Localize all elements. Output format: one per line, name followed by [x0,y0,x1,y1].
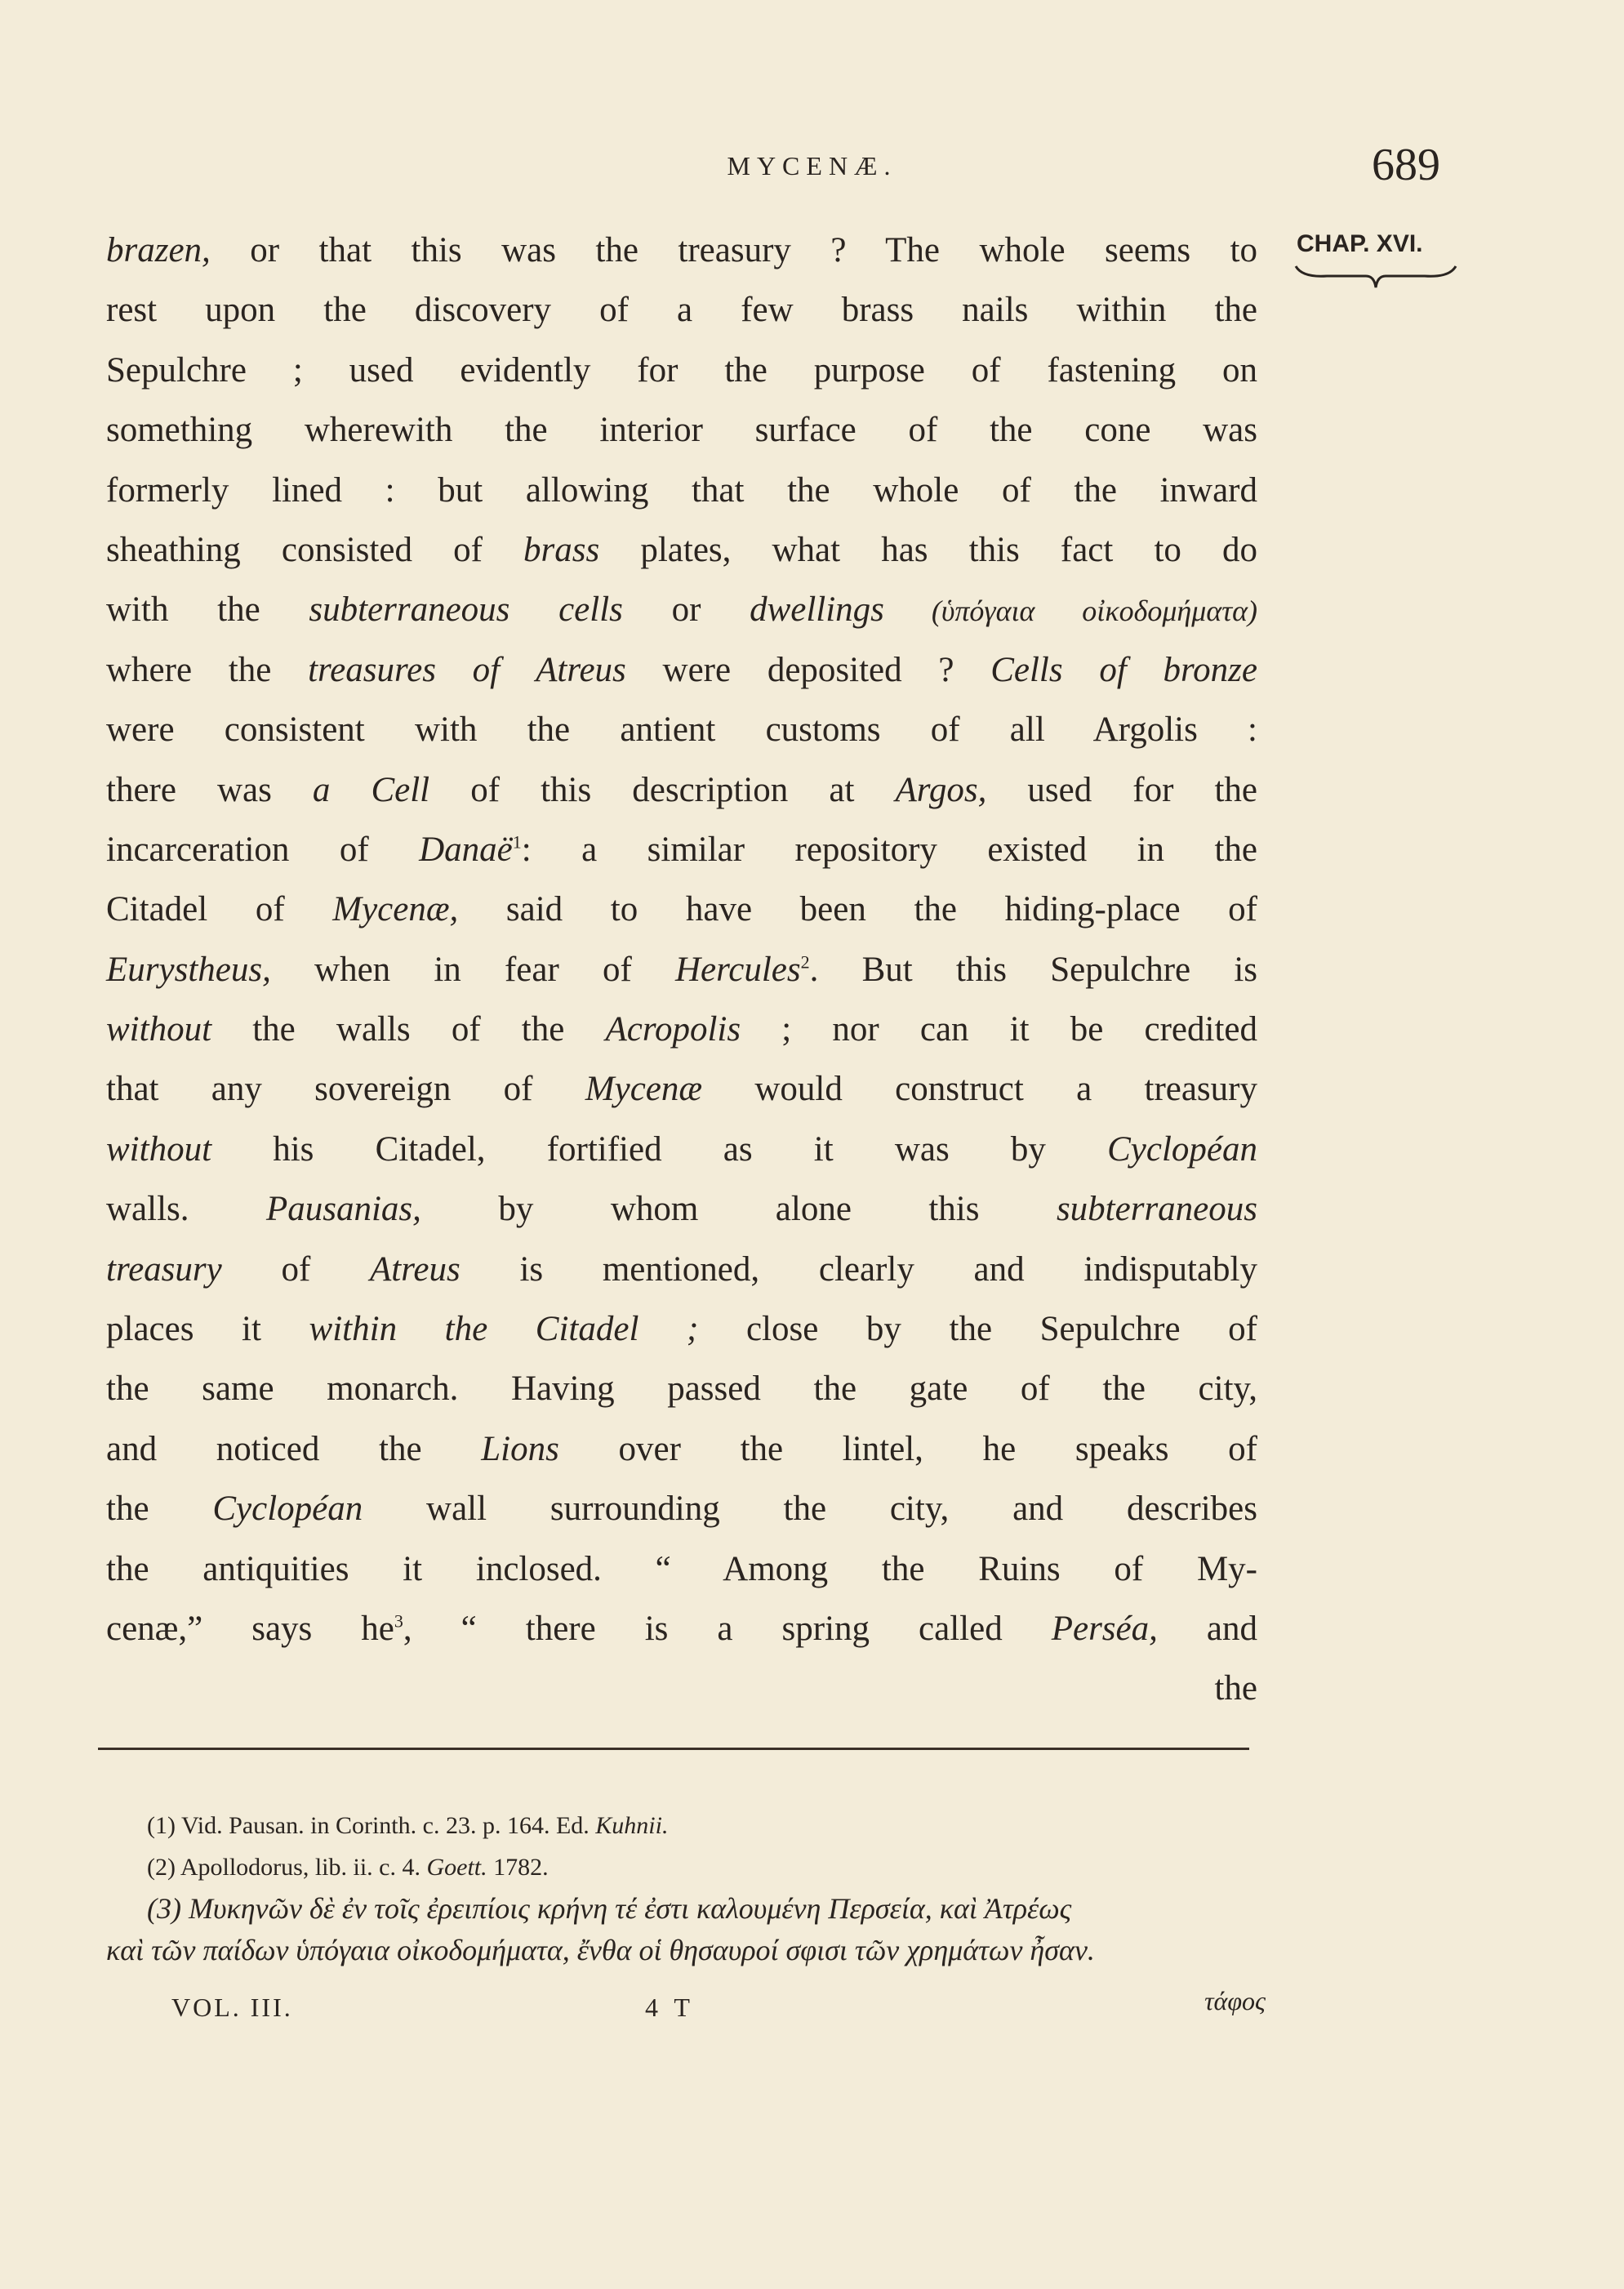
text-run: used for the [986,770,1257,809]
text-run: incarceration of [106,830,420,869]
text-run: said to have been the hiding-place of [458,890,1257,929]
text-run: of [221,1249,371,1289]
text-line [106,1659,1257,1718]
text-run: and noticed the [106,1429,482,1468]
text-run: that any sovereign of [106,1070,585,1109]
text-run: the same monarch. Having passed the gate of the city, [106,1369,1257,1409]
text-line [106,280,1257,340]
text-run: sheathing consisted of [106,530,524,569]
text-run: καὶ τῶν παίδων ὑπόγαια οἰκοδομήματα, ἔνθα οἱ θησαυροί σφισι τῶν χρημάτων ἦσαν. [106,1934,1095,1966]
text-run: were deposited ? [625,650,991,689]
text-line [106,1000,1257,1059]
text-run: (ὑπόγαια οἰκοδομήματα) [883,595,1257,628]
text-line [106,400,1257,460]
text-run: ; nor can it be credited [741,1010,1257,1049]
text-line [106,700,1257,759]
footnote-line [106,1805,1266,1846]
text-run: wall surrounding the city, and describes [363,1490,1257,1529]
text-run: Sepulchre ; used evidently for the purpose of fastening on [106,350,1257,390]
brace-ornament-icon [1294,263,1457,291]
text-run: or that this was the treasury ? The whole seems to [210,231,1257,269]
footnote-line [106,1846,1266,1888]
text-run: when in fear of [270,950,675,989]
text-line [106,880,1257,939]
text-run: Pausanias, [265,1190,421,1229]
footnote-ref: 1 [512,831,522,853]
text-run: Kuhnii. [595,1812,669,1839]
text-run: treasures of Atreus [308,650,626,689]
footnote-ref: 2 [800,951,810,973]
text-run: Mycenæ, [332,890,459,929]
text-line [106,1479,1257,1539]
text-run: brass [523,530,600,569]
text-line [106,341,1257,400]
text-line [106,1359,1257,1418]
text-run: with the [106,590,309,630]
text-run: Acropolis [605,1010,741,1049]
text-run: brazen, [106,231,211,269]
text-run: Citadel of [106,890,333,929]
footnote-line [106,1888,1266,1930]
text-run: Atreus [370,1249,461,1289]
text-line [106,760,1257,820]
text-run: and [1157,1609,1257,1648]
text-run: : a similar repository existed in the [521,830,1257,869]
text-line [106,940,1257,1000]
text-run: Perséa, [1051,1609,1158,1648]
text-run: over the lintel, he speaks of [558,1429,1257,1468]
signature-mark: 4 T [645,1993,695,2022]
text-run: Argos, [895,770,987,809]
text-run: cenæ,” says he [106,1609,394,1648]
page-footer [106,1986,1266,2033]
text-run: something wherewith the interior surface of the cone was [106,411,1257,450]
text-line [106,1599,1257,1659]
text-run: Eurystheus, [106,950,271,989]
body-text [106,220,1257,1719]
footnote-rule [98,1748,1249,1750]
text-run: walls. [106,1190,266,1229]
text-line [106,820,1257,880]
text-run: Cyclopéan [212,1490,363,1529]
text-run: the antiquities it inclosed. “ Among the Ruins of My- [106,1549,1257,1588]
catchword: τάφος [1204,1986,1266,2015]
text-line [106,1179,1257,1239]
footnote-ref: 3 [394,1610,403,1632]
text-line [106,1120,1257,1179]
footnotes [106,1805,1266,1971]
text-line [106,580,1257,639]
text-run: would construct a treasury [702,1070,1257,1109]
text-run: dwellings [750,590,884,630]
text-run: , “ there is a spring called [403,1609,1052,1648]
text-run: Cells of bronze [990,650,1257,689]
text-run: without [106,1010,212,1049]
text-run: by whom alone this [420,1190,1057,1229]
text-run: Mycenæ [585,1070,703,1109]
text-run: there was [106,770,313,809]
text-run: were consistent with the antient customs of all Argolis : [106,710,1257,750]
footnote-line [106,1930,1266,1971]
text-line [106,1240,1257,1299]
text-run: Lions [481,1429,559,1468]
text-run: the walls of the [211,1010,606,1049]
text-run: Cyclopéan [1107,1129,1257,1169]
text-line [106,1059,1257,1119]
text-run: the [1214,1669,1257,1708]
text-run: subterraneous [1056,1190,1257,1229]
running-title: MYCENÆ. [727,151,897,180]
text-run: or [622,590,750,630]
text-run: without [106,1129,212,1169]
text-line [106,220,1257,280]
text-run: (1) Vid. Pausan. in Corinth. c. 23. p. 164. Ed. [147,1812,596,1839]
text-run: places it [106,1310,309,1349]
text-run: 1782. [487,1854,549,1881]
chapter-marker: CHAP. XVI. [1297,230,1423,257]
text-run: Goett. [426,1854,487,1881]
text-run: . But this Sepulchre is [809,950,1258,989]
page-number: 689 [1372,140,1440,190]
text-run: close by the Sepulchre of [698,1310,1257,1349]
text-run: treasury [106,1249,222,1289]
text-run: subterraneous cells [309,590,623,630]
text-run: the [106,1490,213,1529]
text-run: plates, what has this fact to do [599,530,1258,569]
text-run: of this description at [429,770,896,809]
text-line [106,1539,1257,1599]
volume-label: VOL. III. [171,1993,293,2022]
text-line [106,640,1257,700]
text-run: Hercules [675,950,801,989]
text-run: formerly lined : but allowing that the whole of the inward [106,470,1257,510]
text-run: Danaë [419,830,513,869]
text-line [106,1419,1257,1479]
text-line [106,461,1257,520]
text-run: (2) Apollodorus, lib. ii. c. 4. [147,1854,427,1881]
text-run: a Cell [312,770,430,809]
text-run: within the Citadel ; [309,1310,699,1349]
text-line [106,1299,1257,1359]
text-run: (3) Μυκηνῶν δὲ ἐν τοῖς ἐρειπίοις κρήνη τέ ἐστι καλουμένη Περσεία, καὶ Ἀτρέως [147,1892,1072,1925]
text-run: where the [106,650,309,689]
text-line [106,520,1257,580]
text-run: his Citadel, fortified as it was by [211,1129,1108,1169]
text-run: rest upon the discovery of a few brass nails within the [106,291,1257,330]
text-run: is mentioned, clearly and indisputably [460,1249,1257,1289]
